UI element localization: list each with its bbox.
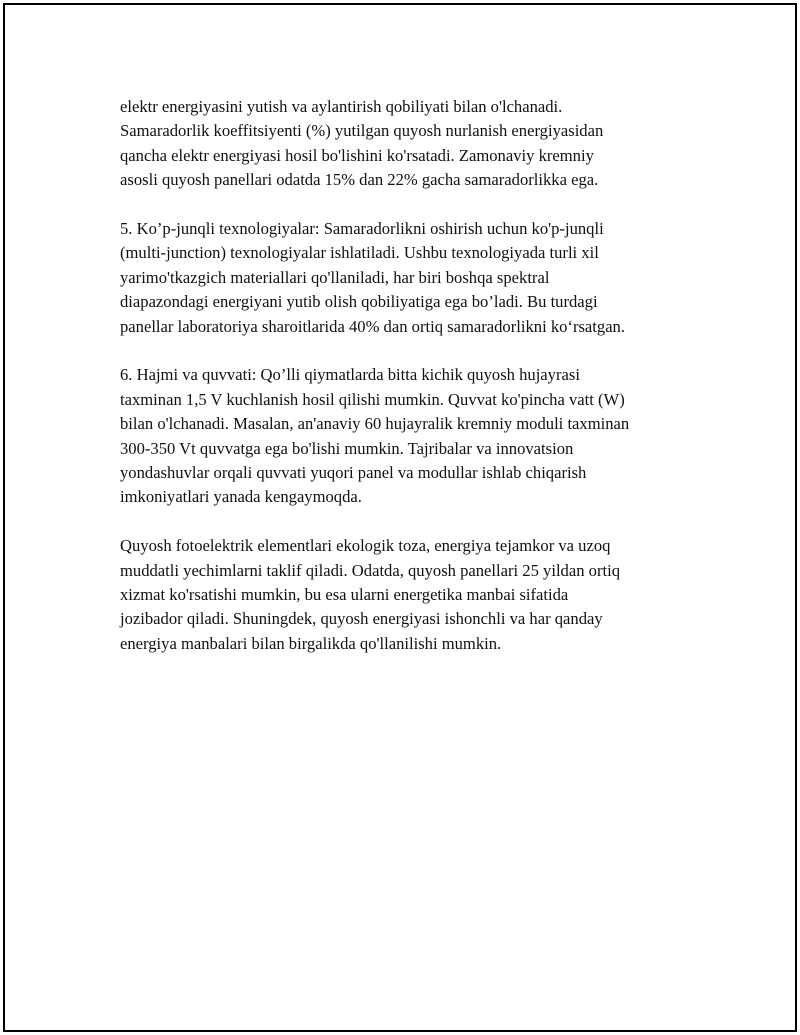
text-line: 5. Ko’p-junqli texnologiyalar: Samaradorlikni oshirish uchun ko'p-junqli xyxy=(120,219,604,239)
paragraph-size-and-power xyxy=(120,363,700,509)
text-line: bilan o'lchanadi. Masalan, an'anaviy 60 hujayralik kremniy moduli taxminan xyxy=(120,414,630,434)
text-line: yondashuvlar orqali quvvati yuqori panel va modullar ishlab chiqarish xyxy=(120,463,587,483)
paragraph-multi-junction xyxy=(120,217,700,339)
text-line: Samaradorlik koeffitsiyenti (%) yutilgan quyosh nurlanish energiyasidan xyxy=(120,121,604,141)
text-line: qancha elektr energiyasi hosil bo'lishini ko'rsatadi. Zamonaviy kremniy xyxy=(120,145,594,165)
text-line: elektr energiyasini yutish va aylantirish qobiliyati bilan o'lchanadi. xyxy=(120,97,563,116)
text-line: asosli quyosh panellari odatda 15% dan 22% gacha samaradorlikka ega. xyxy=(120,170,599,190)
paragraph-conclusion xyxy=(120,534,700,656)
document-body xyxy=(120,95,700,681)
text-line: Quyosh fotoelektrik elementlari ekologik toza, energiya tejamkor va uzoq xyxy=(120,536,611,556)
text-line: imkoniyatlari yanada kengaymoqda. xyxy=(120,487,362,507)
text-line: taxminan 1,5 V kuchlanish hosil qilishi mumkin. Quvvat ko'pincha vatt (W) xyxy=(120,389,625,409)
text-line: yarimo'tkazgich materiallari qo'llaniladi, har biri boshqa spektral xyxy=(120,267,550,287)
text-line: xizmat ko'rsatishi mumkin, bu esa ularni energetika manbai sifatida xyxy=(120,585,569,605)
text-line: 6. Hajmi va quvvati: Qo’lli qiymatlarda bitta kichik quyosh hujayrasi xyxy=(120,365,580,385)
paragraph-efficiency-intro xyxy=(120,95,700,193)
document-page xyxy=(3,3,797,1032)
text-line: muddatli yechimlarni taklif qiladi. Odatda, quyosh panellari 25 yildan ortiq xyxy=(120,560,621,580)
text-line: jozibador qiladi. Shuningdek, quyosh energiyasi ishonchli va har qanday xyxy=(120,609,603,629)
text-line: (multi-junction) texnologiyalar ishlatiladi. Ushbu texnologiyada turli xil xyxy=(120,243,599,263)
text-line: panellar laboratoriya sharoitlarida 40% dan ortiq samaradorlikni ko‘rsatgan. xyxy=(120,316,626,336)
text-line: 300-350 Vt quvvatga ega bo'lishi mumkin. Tajribalar va innovatsion xyxy=(120,438,574,458)
text-line: diapazondagi energiyani yutib olish qobiliyatiga ega bo’ladi. Bu turdagi xyxy=(120,292,598,312)
text-line: energiya manbalari bilan birgalikda qo'llanilishi mumkin. xyxy=(120,633,502,653)
